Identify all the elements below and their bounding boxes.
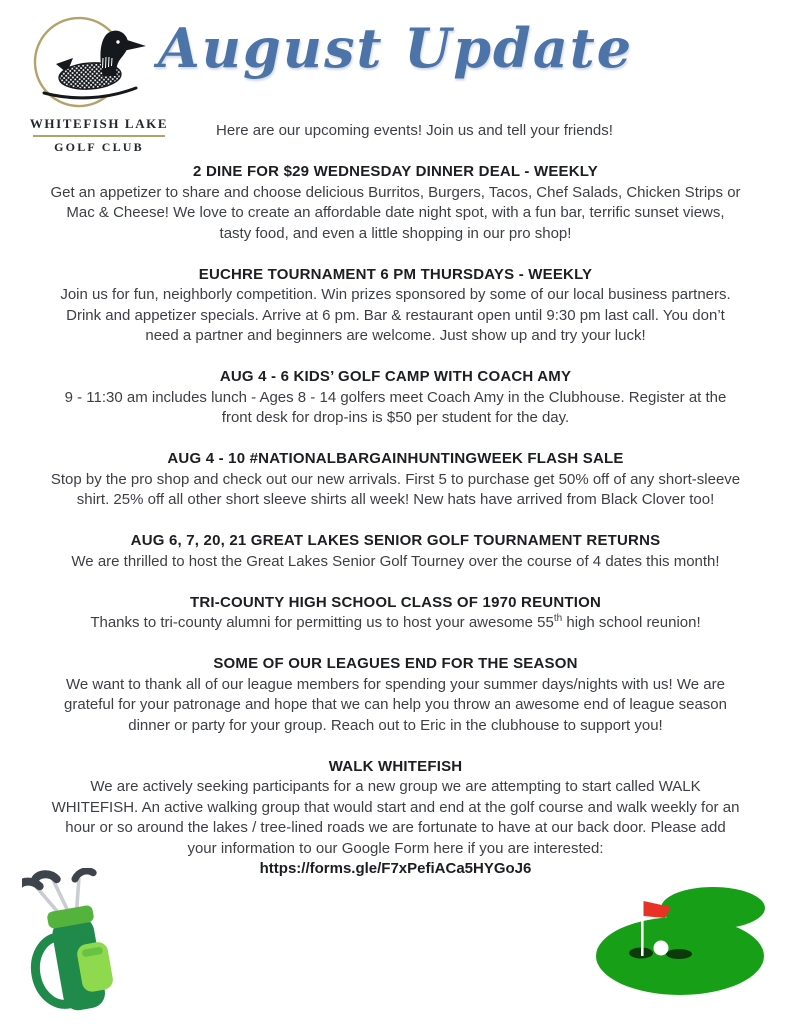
event-dinner-deal [50, 162, 742, 244]
event-leagues-end [50, 654, 742, 736]
newsletter-body [50, 0, 742, 880]
section-heading: AUG 6, 7, 20, 21 GREAT LAKES SENIOR GOLF TOURNAMENT RETURNS [130, 532, 661, 549]
event-euchre-tournament [50, 265, 742, 347]
section-body: Get an appetizer to share and choose delicious Burritos, Burgers, Tacos, Chef Salads, Chicken Strips or Mac & Cheese! We love to create an affordable date night spot, with a fun bar, terrific sunset views, tasty food, and even a little shopping in our pro shop! [50, 183, 741, 242]
section-heading: 2 DINE FOR $29 WEDNESDAY DINNER DEAL - WEEKLY [193, 163, 598, 180]
section-heading: AUG 4 - 6 KIDS’ GOLF CAMP WITH COACH AMY [219, 368, 572, 385]
event-class-reunion [50, 593, 742, 634]
google-form-link[interactable]: https://forms.gle/F7xPefiACa5HYGoJ6 [259, 860, 532, 877]
event-senior-tournament [50, 531, 742, 572]
golf-green-icon [594, 884, 776, 1000]
event-kids-golf-camp [50, 367, 742, 429]
section-heading: WALK WHITEFISH [328, 757, 463, 775]
section-body: Thanks to tri-county alumni for permitting us to host your awesome 55th high school reunion! [90, 613, 701, 631]
club-name: WHITEFISH LAKE [29, 116, 169, 131]
page-title: August Update [157, 16, 634, 80]
section-heading: SOME OF OUR LEAGUES END FOR THE SEASON [213, 655, 578, 672]
golf-bag-icon [22, 868, 130, 1020]
section-body: We are actively seeking participants for a new group we are attempting to start called WALK WHITEFISH. An active walking group that would start and end at the golf course and walk weekly for an hour or so around the lakes / tree-lined roads we are fortunate to have at our back door. Please add your information to our Google Form here if you are interested: [51, 778, 740, 857]
intro-text: Here are our upcoming events! Join us and tell your friends! [216, 122, 613, 139]
section-heading: TRI-COUNTY HIGH SCHOOL CLASS OF 1970 REUNTION [190, 593, 601, 611]
club-type: GOLF CLUB [54, 140, 144, 154]
section-body: We want to thank all of our league members for spending your summer days/nights with us! We are grateful for your patronage and hope that we can help you throw an awesome end of league season dinner or party for your group. Reach out to Eric in the clubhouse to support you! [64, 675, 727, 734]
section-body: Stop by the pro shop and check out our new arrivals. First 5 to purchase get 50% off of any short-sleeve shirt. 25% off all other short sleeve shirts all week! New hats have arrived from Black Clover too! [50, 470, 741, 508]
event-flash-sale [50, 449, 742, 511]
section-body: 9 - 11:30 am includes lunch - Ages 8 - 14 golfers meet Coach Amy in the Clubhouse. Register at the front desk for drop-ins is $50 per student for the day. [64, 388, 727, 426]
section-body: Join us for fun, neighborly competition. Win prizes sponsored by some of our local business partners. Drink and appetizer specials. Arrive at 6 pm. Bar & restaurant open until 9:30 pm last call. You don’t need a partner and beginners are welcome. Just show up and try your luck! [60, 286, 731, 344]
section-heading: AUG 4 - 10 #NATIONALBARGAINHUNTINGWEEK FLASH SALE [167, 450, 624, 467]
section-heading: EUCHRE TOURNAMENT 6 PM THURSDAYS - WEEKLY [198, 265, 593, 283]
section-body: We are thrilled to host the Great Lakes Senior Golf Tourney over the course of 4 dates this month! [71, 552, 720, 570]
event-walk-whitefish [50, 757, 742, 880]
